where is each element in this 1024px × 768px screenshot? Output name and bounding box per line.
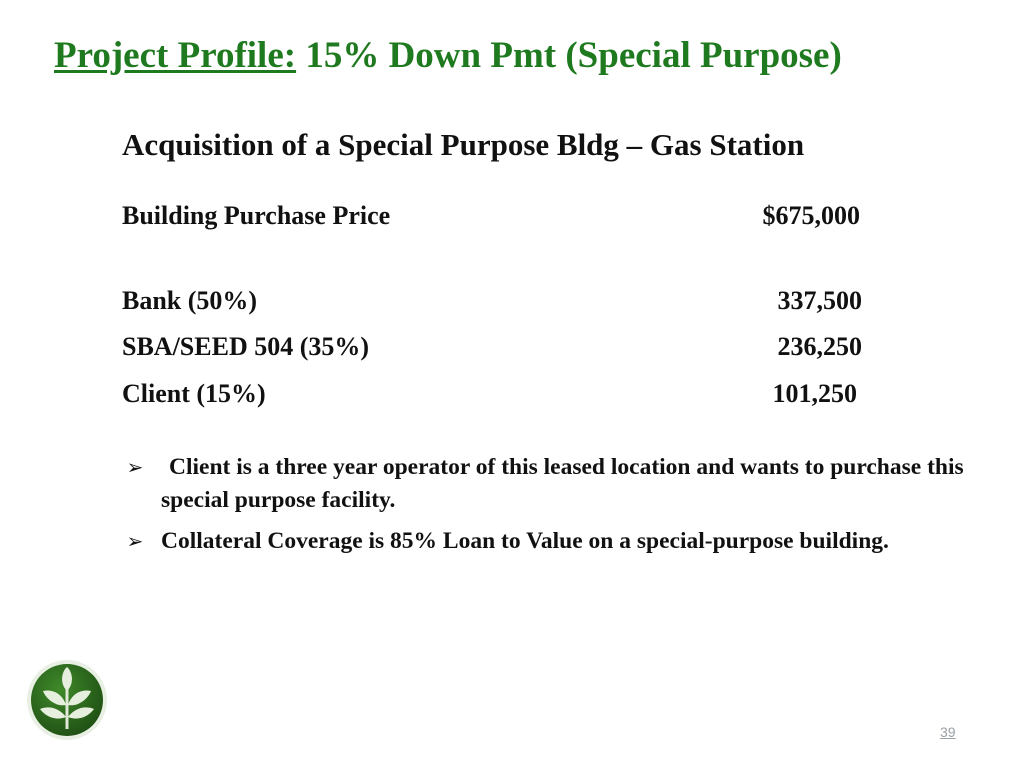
sba-label: SBA/SEED 504 (35%) xyxy=(122,332,370,361)
bullet-text: Client is a three year operator of this leased location and wants to purchase this special purpose facility. xyxy=(161,454,964,513)
title-prefix: Project Profile: xyxy=(54,35,297,76)
arrow-bullet-icon: ➢ xyxy=(126,529,144,553)
arrow-bullet-icon: ➢ xyxy=(126,455,144,479)
bullet-item xyxy=(124,451,1004,517)
seedling-leaves-icon xyxy=(26,659,108,741)
purchase-price-label: Building Purchase Price xyxy=(122,201,391,230)
sba-amount: 236,250 xyxy=(777,332,862,361)
page-number: 39 xyxy=(940,724,956,740)
client-amount: 101,250 xyxy=(772,379,857,408)
bullet-list xyxy=(124,451,1004,566)
purchase-price-amount: $675,000 xyxy=(762,201,860,230)
client-label: Client (15%) xyxy=(122,379,266,408)
bank-label: Bank (50%) xyxy=(122,286,258,315)
bank-amount: 337,500 xyxy=(777,286,862,315)
bullet-text: Collateral Coverage is 85% Loan to Value on a special-purpose building. xyxy=(161,528,889,554)
title-rest: 15% Down Pmt (Special Purpose) xyxy=(296,35,842,76)
bullet-item xyxy=(124,525,1004,558)
slide-subtitle: Acquisition of a Special Purpose Bldg – Gas Station xyxy=(122,127,805,162)
slide-title xyxy=(54,34,842,77)
